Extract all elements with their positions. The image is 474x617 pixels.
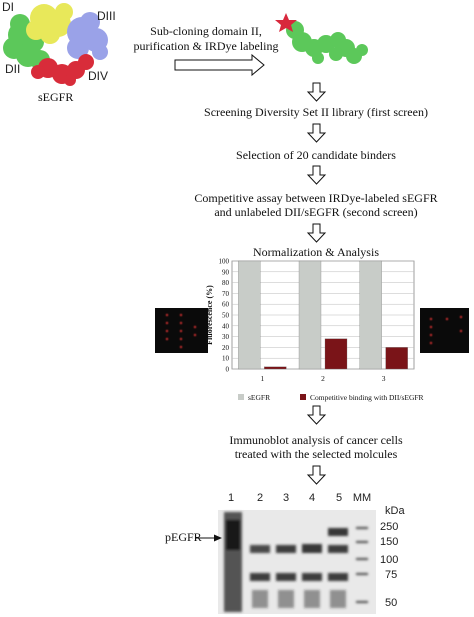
bar-segfr-3 xyxy=(360,261,382,369)
y-tick-label: 50 xyxy=(222,311,229,320)
step-immuno-line2: treated with the selected molcules xyxy=(234,447,398,461)
labeled-dii-structure xyxy=(286,21,368,64)
pegfr-label: pEGFR xyxy=(165,530,202,544)
y-tick-label: 60 xyxy=(222,300,229,309)
down-arrow-icon xyxy=(308,166,325,184)
label-di: DI xyxy=(2,0,14,14)
step-screen1: Screening Diversity Set II library (first screen) xyxy=(204,105,428,119)
down-arrow-icon xyxy=(308,406,325,424)
marker-label: 50 xyxy=(385,597,398,609)
lane-label: MM xyxy=(352,492,372,504)
step-assay-line1: Competitive assay between IRDye-labeled sEGFR xyxy=(194,191,438,205)
segfr-structure xyxy=(2,0,116,104)
down-arrow-icon xyxy=(308,224,325,242)
legend xyxy=(238,393,424,402)
lane-label: 5 xyxy=(335,492,343,504)
kda-unit-label: kDa xyxy=(385,505,405,517)
label-dii: DII xyxy=(5,62,21,76)
y-tick-label: 20 xyxy=(222,343,229,352)
step-assay-line2: and unlabeled DII/sEGFR (second screen) xyxy=(214,205,418,219)
legend-label-segfr: sEGFR xyxy=(248,393,271,402)
down-arrow-icon xyxy=(308,124,325,142)
lane-label: 1 xyxy=(227,492,235,504)
down-arrow-icon xyxy=(308,466,325,484)
y-tick-label: 100 xyxy=(218,257,229,266)
x-tick-labels xyxy=(260,374,385,383)
bar-segfr-1 xyxy=(238,261,260,369)
label-diii: DIII xyxy=(97,9,116,23)
y-tick-label: 10 xyxy=(222,354,229,363)
fluorescence-bar-chart xyxy=(205,258,424,403)
x-tick-label: 1 xyxy=(260,374,265,383)
marker-label: 250 xyxy=(380,521,399,533)
lane-label: 4 xyxy=(308,492,316,504)
step1-line1: Sub-cloning domain II, xyxy=(150,24,262,38)
y-tick-labels xyxy=(219,258,230,374)
marker-label: 150 xyxy=(380,536,399,548)
dot-blot-left xyxy=(155,308,208,353)
y-tick-label: 70 xyxy=(222,289,229,298)
protein-name-label: sEGFR xyxy=(38,90,74,104)
y-tick-label: 40 xyxy=(222,322,229,331)
down-arrow-icon xyxy=(308,83,325,101)
y-tick-label: 0 xyxy=(225,365,229,374)
step1-line2: purification & IRDye labeling xyxy=(133,39,279,53)
bar-competitive-1 xyxy=(264,367,286,369)
bar-competitive-3 xyxy=(386,347,408,369)
legend-label-competitive: Competitive binding with DII/sEGFR xyxy=(310,393,424,402)
x-tick-label: 3 xyxy=(381,374,386,383)
lane-label: 3 xyxy=(282,492,290,504)
y-tick-label: 30 xyxy=(222,333,229,342)
y-tick-label: 80 xyxy=(222,279,229,288)
label-div: DIV xyxy=(88,69,109,83)
dot-blot-right xyxy=(420,308,469,353)
step-normalization: Normalization & Analysis xyxy=(253,245,379,259)
bar-competitive-2 xyxy=(325,339,347,369)
bar-segfr-2 xyxy=(299,261,321,369)
legend-swatch-competitive xyxy=(300,394,306,400)
right-arrow-icon xyxy=(175,55,264,75)
step-select: Selection of 20 candidate binders xyxy=(236,148,396,162)
y-axis-label: Fluorescence (%) xyxy=(205,285,214,345)
marker-label: 100 xyxy=(380,554,399,566)
lane-label: 2 xyxy=(256,492,264,504)
domain-di-blob xyxy=(26,3,73,44)
marker-label: 75 xyxy=(385,569,398,581)
immunoblot xyxy=(165,492,405,614)
x-tick-label: 2 xyxy=(321,374,325,383)
legend-swatch-segfr xyxy=(238,394,244,400)
step-immuno-line1: Immunoblot analysis of cancer cells xyxy=(229,433,403,447)
y-tick-label: 90 xyxy=(222,268,229,277)
